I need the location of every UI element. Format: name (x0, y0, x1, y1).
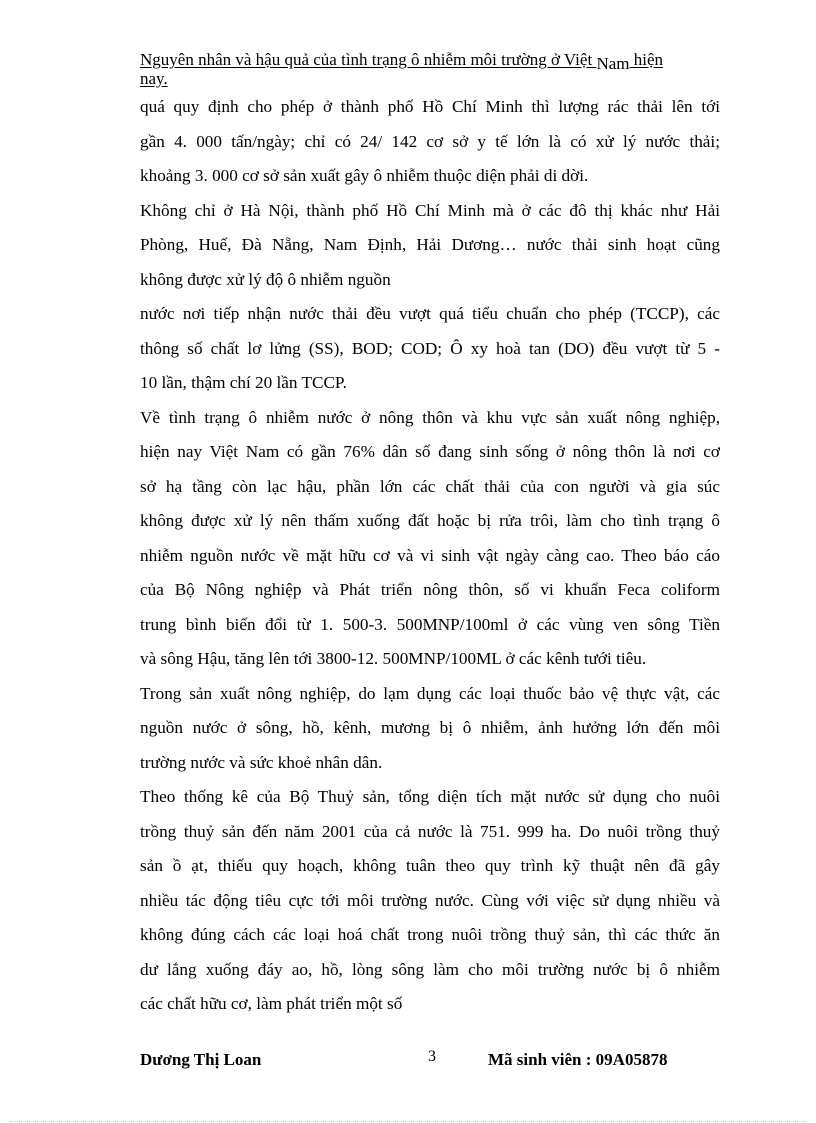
text-line-24: nhiều tác động tiêu cực tới môi trường nước. Cùng với việc sử dụng nhiều và (140, 890, 720, 910)
page-footer (0, 1050, 816, 1074)
header-title-part-1: Nguyên nhân và hậu quả của tình trạng ô nhiễm môi trường ở Việt (140, 50, 597, 69)
text-line-3: khoảng 3. 000 cơ sở sản xuất gây ô nhiễm thuộc diện phải di dời. (140, 166, 589, 185)
footer-author: Dương Thị Loan (140, 1050, 262, 1069)
text-line-4: Không chỉ ở Hà Nội, thành phố Hồ Chí Minh mà ở các đô thị khác như Hải (140, 200, 720, 220)
body-text (140, 90, 720, 1022)
header-title-part-2: Nam (596, 54, 630, 73)
text-line-19: nguồn nước ở sông, hồ, kênh, mương bị ô nhiễm, ảnh hưởng lớn đến môi (140, 718, 720, 737)
text-line-15: của Bộ Nông nghiệp và Phát triển nông thôn, số vi khuẩn Feca coliform (140, 580, 720, 599)
text-line-18: Trong sản xuất nông nghiệp, do lạm dụng các loại thuốc bảo vệ thực vật, các (140, 683, 720, 703)
text-line-17: và sông Hậu, tăng lên tới 3800-12. 500MNP/100ML ở các kênh tưới tiêu. (140, 649, 647, 668)
footer-page-number: 3 (428, 1048, 436, 1065)
page-header (140, 50, 720, 88)
text-line-23: sản ồ ạt, thiếu quy hoạch, không tuân theo quy trình kỹ thuật nên đã gây (140, 856, 720, 875)
text-line-21: Theo thống kê của Bộ Thuỷ sản, tổng diện tích mặt nước sử dụng cho nuôi (140, 787, 720, 806)
header-title-part-3: hiện (629, 50, 664, 69)
text-line-11: hiện nay Việt Nam có gần 76% dân số đang sinh sống ở nông thôn là nơi cơ (140, 442, 720, 461)
text-line-25: không đúng cách các loại hoá chất trong nuôi trồng thuỷ sản, thì các thức ăn (140, 925, 720, 944)
text-line-6: không được xử lý độ ô nhiễm nguồn (140, 269, 391, 289)
text-line-26: dư lắng xuống đáy ao, hồ, lòng sông làm cho môi trường nước bị ô nhiễm (140, 959, 720, 979)
header-title-line-2: nay. (140, 69, 168, 88)
text-line-20: trường nước và sức khoẻ nhân dân. (140, 752, 383, 772)
text-line-10: Về tình trạng ô nhiễm nước ở nông thôn và khu vực sản xuất nông nghiệp, (140, 407, 720, 427)
text-line-14: nhiễm nguồn nước về mặt hữu cơ và vi sinh vật ngày càng cao. Theo báo cáo (140, 545, 720, 565)
page-bottom-divider (10, 1121, 806, 1122)
text-line-13: không được xử lý nên thấm xuống đất hoặc bị rửa trôi, làm cho tình trạng ô (140, 511, 720, 530)
text-line-27: các chất hữu cơ, làm phát triển một số (140, 994, 403, 1013)
text-line-22: trồng thuỷ sản đến năm 2001 của cả nước là 751. 999 ha. Do nuôi trồng thuỷ (140, 821, 720, 841)
text-line-12: sở hạ tầng còn lạc hậu, phần lớn các chất thải của con người và gia súc (140, 476, 720, 496)
text-line-9: 10 lần, thậm chí 20 lần TCCP. (140, 373, 347, 392)
header-title-line-1 (140, 50, 720, 73)
text-line-1: quá quy định cho phép ở thành phố Hồ Chí Minh thì lượng rác thải lên tới (140, 97, 720, 116)
text-line-5: Phòng, Huế, Đà Nẵng, Nam Định, Hải Dương… nước thải sinh hoạt cũng (140, 235, 720, 254)
footer-student-id: Mã sinh viên : 09A05878 (488, 1050, 668, 1069)
text-line-8: thông số chất lơ lửng (SS), BOD; COD; Ô xy hoà tan (DO) đều vượt từ 5 - (140, 338, 720, 358)
text-line-7: nước nơi tiếp nhận nước thải đều vượt quá tiểu chuẩn cho phép (TCCP), các (140, 304, 720, 323)
text-line-2: gần 4. 000 tấn/ngày; chỉ có 24/ 142 cơ sở y tế lớn là có xử lý nước thải; (140, 131, 720, 151)
text-line-16: trung bình biến đổi từ 1. 500-3. 500MNP/100ml ở các vùng ven sông Tiền (140, 614, 720, 634)
